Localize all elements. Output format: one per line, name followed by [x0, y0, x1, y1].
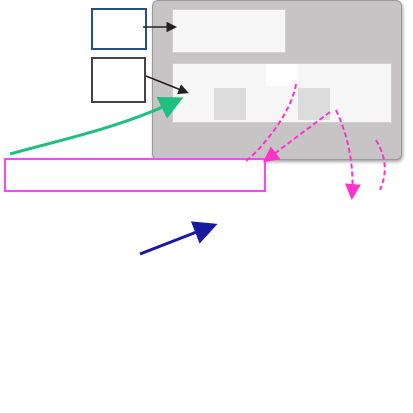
green-arrow	[10, 100, 178, 154]
magenta-dashed-arrow-2	[244, 84, 296, 162]
magenta-dashed-arrow-4	[336, 110, 352, 196]
incorrect-pointer-arrow	[146, 76, 186, 92]
magenta-dashed-arrow-3	[376, 140, 385, 190]
magenta-dashed-arrow-1	[266, 112, 330, 160]
blue-arrow	[140, 226, 212, 254]
